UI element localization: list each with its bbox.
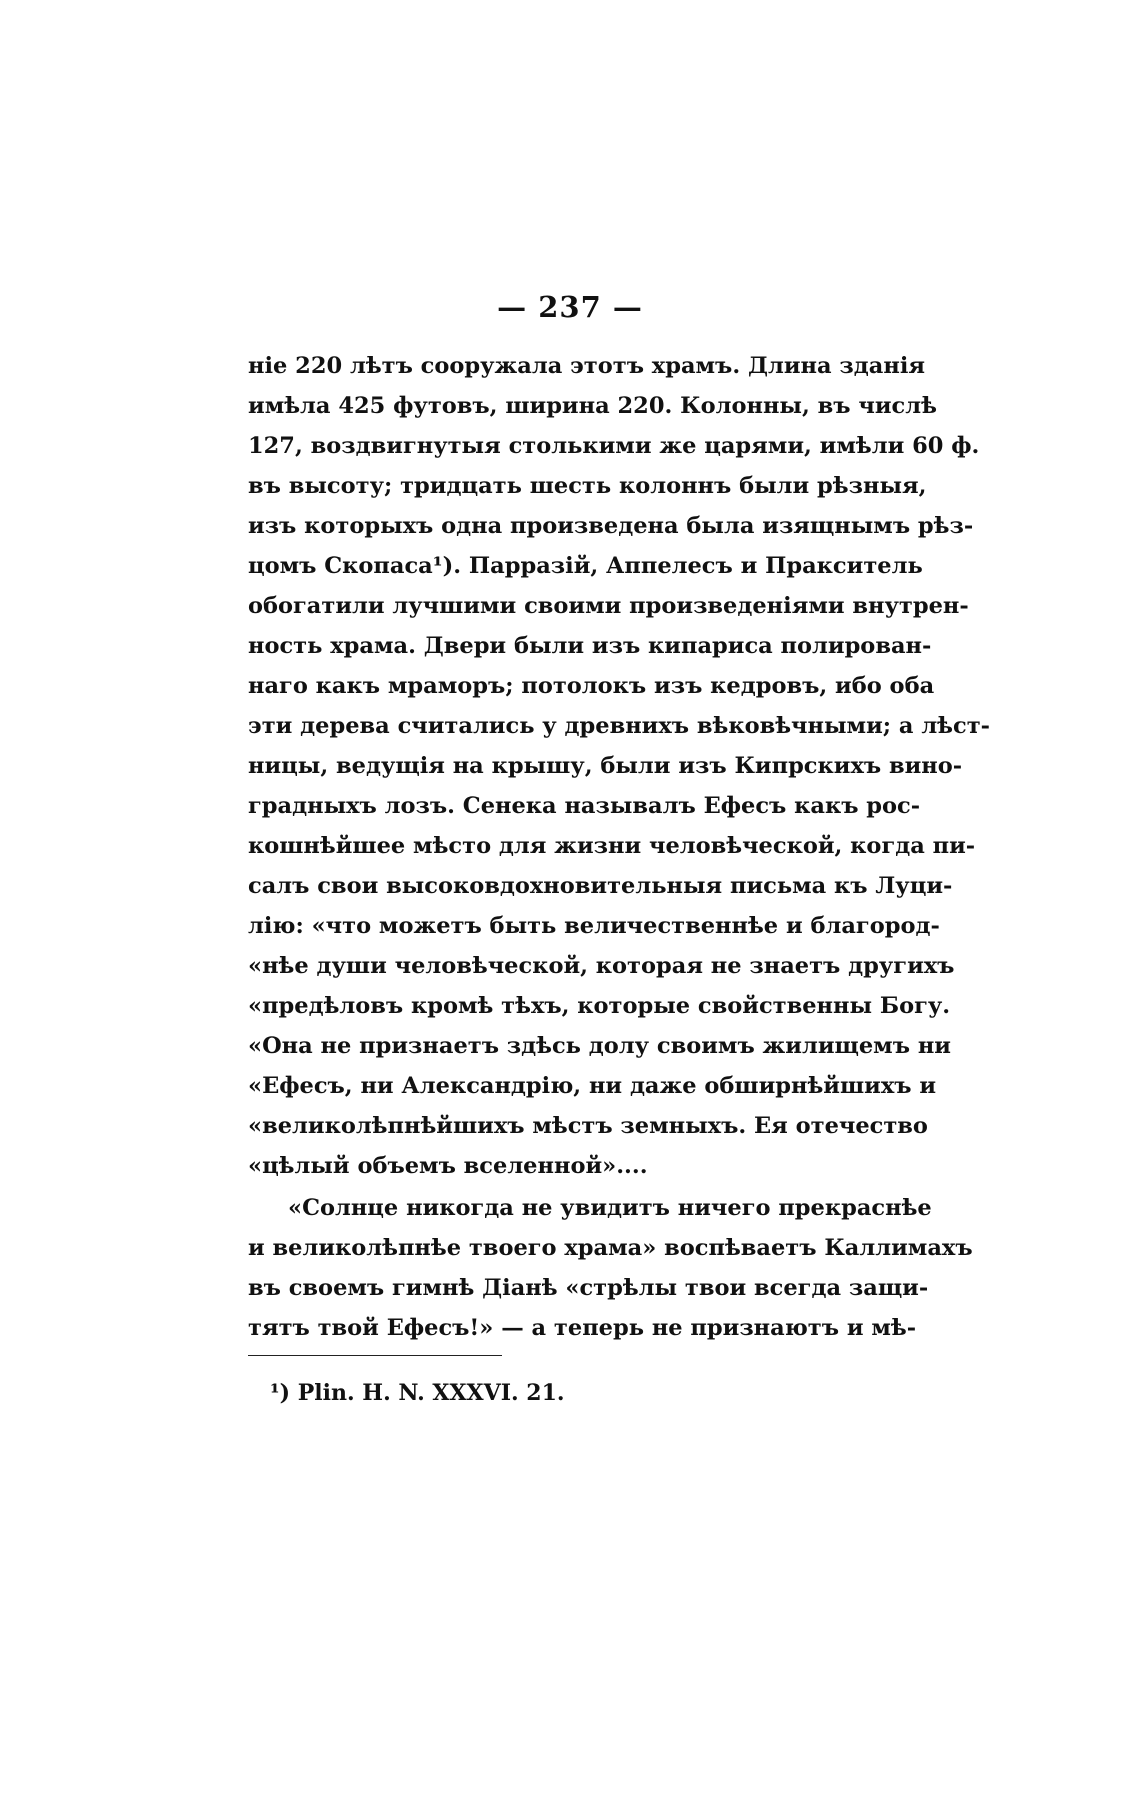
text-line: наго какъ мраморъ; потолокъ изъ кедровъ, ибо оба: [248, 673, 935, 699]
text-line: ницы, ведущія на крышу, были изъ Кипрскихъ вино-: [248, 753, 963, 779]
text-line: ность храма. Двери были изъ кипариса полирован-: [248, 633, 932, 659]
text-line: «цѣлый объемъ вселенной»....: [248, 1153, 648, 1179]
text-line: салъ свои высоковдохновительныя письма къ Луци-: [248, 873, 953, 899]
text-line: лію: «что можетъ быть величественнѣе и благород-: [248, 913, 940, 939]
text-line: градныхъ лозъ. Сенека называлъ Ефесъ какъ рос-: [248, 793, 921, 819]
text-line: въ своемъ гимнѣ Діанѣ «стрѣлы твои всегда защи-: [248, 1275, 929, 1301]
text-line: кошнѣйшее мѣсто для жизни человѣческой, когда пи-: [248, 833, 976, 859]
text-line: «Ефесъ, ни Александрію, ни даже обширнѣйшихъ и: [248, 1073, 937, 1099]
text-line: имѣла 425 футовъ, ширина 220. Колонны, въ числѣ: [248, 393, 937, 419]
text-line: эти дерева считались у древнихъ вѣковѣчными; а лѣст-: [248, 713, 990, 739]
text-line: «великолѣпнѣйшихъ мѣстъ земныхъ. Ея отечество: [248, 1113, 928, 1139]
text-line: въ высоту; тридцать шесть колоннъ были рѣзныя,: [248, 473, 927, 499]
text-line: «Она не признаетъ здѣсь долу своимъ жилищемъ ни: [248, 1033, 951, 1059]
text-line: цомъ Скопаса¹). Парразій, Аппелесъ и Пракситель: [248, 553, 923, 579]
text-line: обогатили лучшими своими произведеніями внутрен-: [248, 593, 969, 619]
body-text: [248, 346, 990, 1348]
text-line: изъ которыхъ одна произведена была изящнымъ рѣз-: [248, 513, 974, 539]
page-number: — 237 —: [497, 290, 643, 324]
footnote-marker: ¹): [270, 1380, 291, 1406]
text-line: 127, воздвигнутыя столькими же царями, имѣли 60 ф.: [248, 433, 980, 459]
footnote: [270, 1380, 565, 1406]
text-line: «нѣе души человѣческой, которая не знаетъ другихъ: [248, 953, 955, 979]
text-line: «Солнце никогда не увидитъ ничего прекраснѣе: [288, 1195, 932, 1221]
footnote-divider: [248, 1355, 502, 1356]
text-line: «предѣловъ кромѣ тѣхъ, которые свойственны Богу.: [248, 993, 951, 1019]
text-line: и великолѣпнѣе твоего храма» воспѣваетъ Каллимахъ: [248, 1235, 973, 1261]
text-line: нie 220 лѣтъ сооружала этотъ храмъ. Длина зданія: [248, 353, 925, 379]
footnote-text: Plin. H. N. XXXVI. 21.: [297, 1380, 565, 1406]
text-line: тятъ твой Ефесъ!» — а теперь не признаютъ и мѣ-: [248, 1315, 917, 1341]
